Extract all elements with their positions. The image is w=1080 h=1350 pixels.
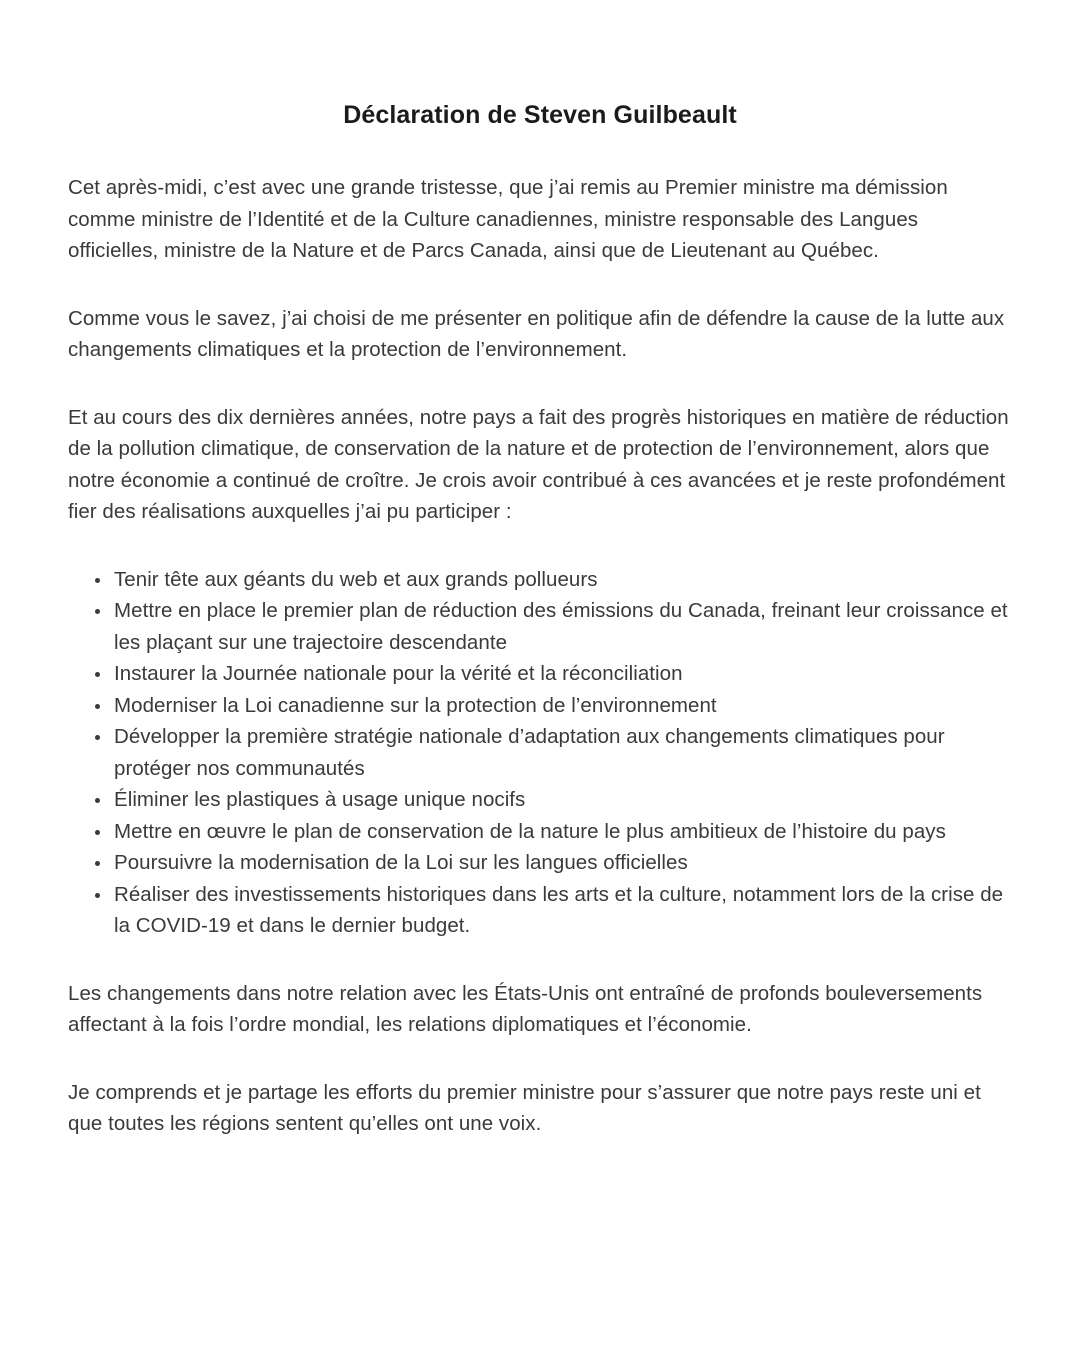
list-item: • Éliminer les plastiques à usage unique nocifs bbox=[112, 784, 1012, 816]
achievements-list bbox=[68, 564, 1012, 942]
list-item: • Réaliser des investissements historiques dans les arts et la culture, notamment lors de la crise de la COVID-19 et dans le dernier budget. bbox=[112, 879, 1012, 942]
list-item: • Instaurer la Journée nationale pour la vérité et la réconciliation bbox=[112, 658, 1012, 690]
list-item: • Développer la première stratégie nationale d’adaptation aux changements climatiques pour protéger nos communautés bbox=[112, 721, 1012, 784]
paragraph-us-relations: Les changements dans notre relation avec les États-Unis ont entraîné de profonds bouleversements affectant à la fois l’ordre mondial, les relations diplomatiques et l’économie. bbox=[68, 981, 983, 1036]
paragraph-resignation: Cet après-midi, c’est avec une grande tristesse, que j’ai remis au Premier ministre ma démission comme ministre de l’Identité et de la Culture canadiennes, ministre responsable des Langues officielles, ministre de la Nature et de Parcs Canada, ainsi que de Lieutenant au Québec. bbox=[68, 176, 948, 262]
list-item: • Moderniser la Loi canadienne sur la protection de l’environnement bbox=[112, 690, 1012, 722]
list-item: • Tenir tête aux géants du web et aux grands pollueurs bbox=[112, 564, 1012, 596]
paragraph-motivation: Comme vous le savez, j’ai choisi de me présenter en politique afin de défendre la cause de la lutte aux changements climatiques et la protection de l’environnement. bbox=[68, 306, 1005, 361]
paragraph-achievements-intro: Et au cours des dix dernières années, notre pays a fait des progrès historiques en matière de réduction de la pollution climatique, de conservation de la nature et de protection de l’environnement, alors que notre économie a continué de croître. Je crois avoir contribué à ces avancées et je reste profondément fier des réalisations auxquelles j’ai pu participer : bbox=[68, 405, 1009, 523]
list-item: • Mettre en œuvre le plan de conservation de la nature le plus ambitieux de l’histoire du pays bbox=[112, 816, 1012, 848]
list-item: • Mettre en place le premier plan de réduction des émissions du Canada, freinant leur croissance et les plaçant sur une trajectoire descendante bbox=[112, 595, 1012, 658]
list-item: • Poursuivre la modernisation de la Loi sur les langues officielles bbox=[112, 847, 1012, 879]
document-title: Déclaration de Steven Guilbeault bbox=[343, 101, 737, 129]
paragraph-unity: Je comprends et je partage les efforts du premier ministre pour s’assurer que notre pays reste uni et que toutes les régions sentent qu’elles ont une voix. bbox=[68, 1080, 981, 1135]
